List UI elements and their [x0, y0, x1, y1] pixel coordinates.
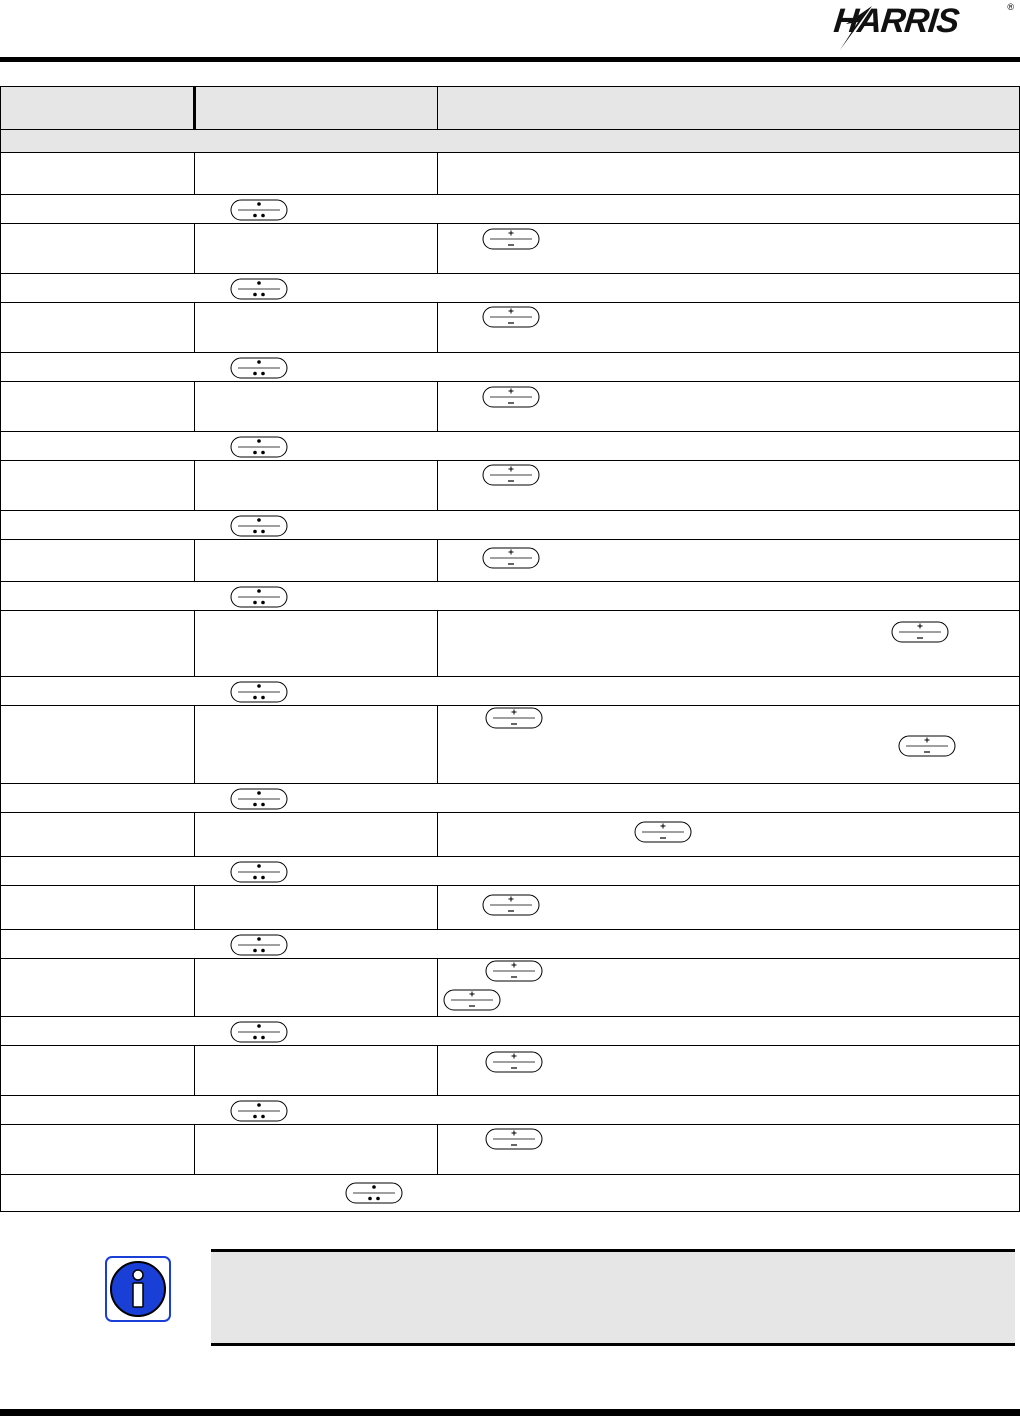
menu-dots-key-icon: [230, 586, 288, 608]
header-cell-1: [1, 87, 196, 129]
table-row: [1, 540, 1019, 582]
logo-text: HARRIS: [832, 2, 961, 40]
header-rule: [0, 57, 1020, 62]
harris-logo: [826, 0, 1016, 52]
plus-minus-key-icon: [634, 821, 692, 843]
menu-dots-key-icon: [230, 278, 288, 300]
menu-dots-key-icon: [230, 861, 288, 883]
menu-dots-key-icon: [230, 357, 288, 379]
table-row: [1, 224, 1019, 274]
section-row: [1, 130, 1019, 153]
menu-step-row: [1, 857, 1019, 886]
plus-minus-key-icon: [485, 1051, 543, 1073]
header-cell-2: [196, 87, 438, 129]
plus-minus-key-icon: [482, 306, 540, 328]
table-row: [1, 303, 1019, 353]
plus-minus-key-icon: [898, 735, 956, 757]
procedure-table: [0, 86, 1020, 1212]
menu-step-row: [1, 930, 1019, 959]
info-note-box: [211, 1249, 1015, 1346]
plus-minus-key-icon: [891, 621, 949, 643]
menu-step-row: [1, 1096, 1019, 1125]
plus-minus-key-icon: [443, 989, 501, 1011]
table-row: [1, 461, 1019, 511]
menu-dots-key-icon: [345, 1182, 403, 1204]
menu-step-row: [1, 784, 1019, 813]
plus-minus-key-icon: [485, 707, 543, 729]
plus-minus-key-icon: [485, 960, 543, 982]
table-row: [1, 382, 1019, 432]
plus-minus-key-icon: [482, 228, 540, 250]
table-row: [1, 706, 1019, 784]
plus-minus-key-icon: [482, 464, 540, 486]
table-row: [1, 153, 1019, 195]
plus-minus-key-icon: [482, 547, 540, 569]
footer-rule: [0, 1409, 1020, 1416]
plus-minus-key-icon: [482, 894, 540, 916]
info-icon: [105, 1256, 171, 1322]
menu-step-row: [1, 1175, 1019, 1211]
plus-minus-key-icon: [485, 1128, 543, 1150]
menu-step-row: [1, 274, 1019, 303]
menu-step-row: [1, 582, 1019, 611]
menu-dots-key-icon: [230, 199, 288, 221]
menu-dots-key-icon: [230, 436, 288, 458]
menu-step-row: [1, 511, 1019, 540]
logo-registered-mark: ®: [1007, 2, 1014, 12]
table-row: [1, 1046, 1019, 1096]
table-row: [1, 959, 1019, 1017]
menu-dots-key-icon: [230, 1100, 288, 1122]
menu-dots-key-icon: [230, 1021, 288, 1043]
menu-step-row: [1, 677, 1019, 706]
table-row: [1, 813, 1019, 857]
menu-dots-key-icon: [230, 788, 288, 810]
menu-step-row: [1, 353, 1019, 382]
menu-dots-key-icon: [230, 681, 288, 703]
table-row: [1, 1125, 1019, 1175]
table-header: [1, 87, 1019, 130]
menu-step-row: [1, 1017, 1019, 1046]
plus-minus-key-icon: [482, 386, 540, 408]
table-row: [1, 886, 1019, 930]
table-row: [1, 611, 1019, 677]
menu-step-row: [1, 195, 1019, 224]
menu-dots-key-icon: [230, 515, 288, 537]
menu-step-row: [1, 432, 1019, 461]
menu-dots-key-icon: [230, 934, 288, 956]
